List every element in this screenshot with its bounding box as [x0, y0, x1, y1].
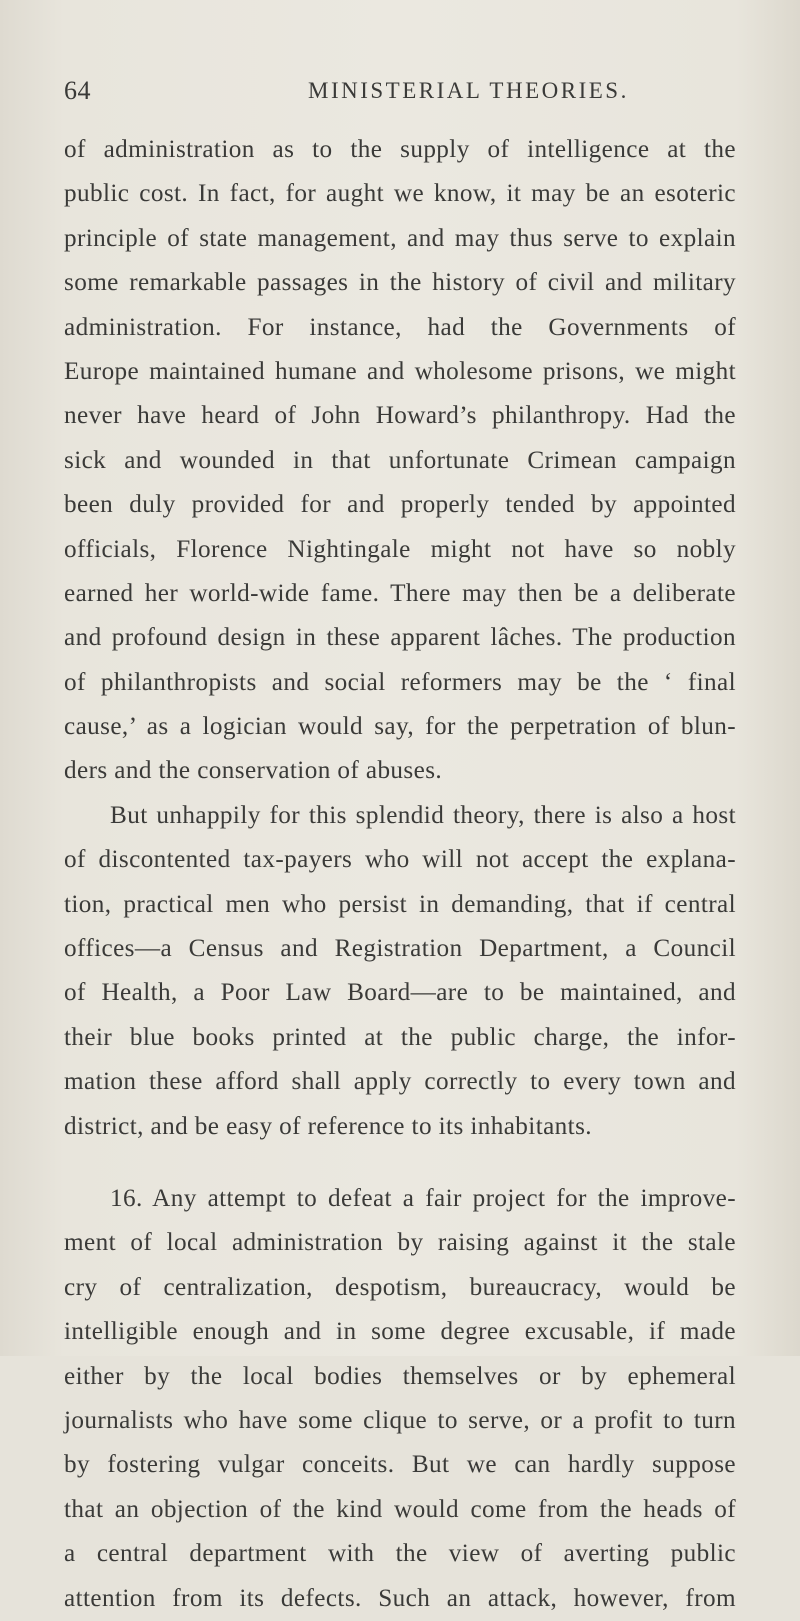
text-line: some remarkable passages in the history of civil and military — [64, 269, 736, 297]
paragraph-gap — [64, 1149, 736, 1177]
text-line: by fostering vulgar conceits. But we can hardly suppose — [64, 1451, 736, 1479]
text-line: journalists who have some clique to serve, or a profit to turn — [64, 1406, 736, 1434]
paragraph-2 — [64, 794, 736, 1149]
paragraph-3 — [64, 1177, 736, 1621]
text-line: never have heard of John Howard’s philanthropy. Had the — [64, 402, 736, 430]
text-line: cause,’ as a logician would say, for the perpetration of blun- — [64, 713, 736, 741]
page-header — [64, 76, 736, 116]
paragraph-1 — [64, 128, 736, 794]
text-line: been duly provided for and properly tended by appointed — [64, 491, 736, 519]
text-line: earned her world-wide fame. There may then be a deliberate — [64, 579, 736, 607]
text-line: of administration as to the supply of intelligence at the — [64, 136, 736, 163]
text-line: either by the local bodies themselves or by ephemeral — [64, 1362, 736, 1390]
text-line: of Health, a Poor Law Board—are to be maintained, and — [64, 979, 736, 1007]
text-line: that an objection of the kind would come from the heads of — [64, 1495, 736, 1523]
text-line: ders and the conservation of abuses. — [64, 757, 443, 785]
text-line: offices—a Census and Registration Department, a Council — [64, 935, 736, 963]
text-line: sick and wounded in that unfortunate Crimean campaign — [64, 446, 736, 474]
text-line: mation these afford shall apply correctly to every town and — [64, 1068, 736, 1096]
text-line: 16. Any attempt to defeat a fair project for the improve- — [110, 1184, 736, 1212]
text-line: of philanthropists and social reformers may be the ‘ final — [64, 668, 736, 696]
text-line: officials, Florence Nightingale might not have so nobly — [64, 535, 736, 563]
text-line: of discontented tax-payers who will not accept the explana- — [64, 846, 736, 874]
text-line: attention from its defects. Such an attack, however, from — [64, 1584, 736, 1612]
page-number: 64 — [64, 76, 91, 105]
text-line: district, and be easy of reference to its inhabitants. — [64, 1112, 592, 1140]
text-line: their blue books printed at the public charge, the infor- — [64, 1023, 736, 1051]
text-line: Europe maintained humane and wholesome prisons, we might — [64, 357, 736, 385]
running-head: MINISTERIAL THEORIES. — [308, 78, 629, 103]
text-line: tion, practical men who persist in demanding, that if central — [64, 890, 736, 918]
text-line: administration. For instance, had the Governments of — [64, 313, 736, 341]
text-line: principle of state management, and may thus serve to explain — [64, 224, 736, 252]
text-line: a central department with the view of averting public — [64, 1540, 736, 1568]
text-line: cry of centralization, despotism, bureaucracy, would be — [64, 1273, 736, 1301]
text-line: ment of local administration by raising against it the stale — [64, 1229, 736, 1257]
text-line: intelligible enough and in some degree excusable, if made — [64, 1318, 736, 1346]
body-text — [64, 128, 736, 1621]
text-line: and profound design in these apparent lâches. The production — [64, 624, 736, 652]
text-line: public cost. In fact, for aught we know, it may be an esoteric — [64, 180, 736, 208]
text-line: But unhappily for this splendid theory, there is also a host — [110, 801, 736, 829]
